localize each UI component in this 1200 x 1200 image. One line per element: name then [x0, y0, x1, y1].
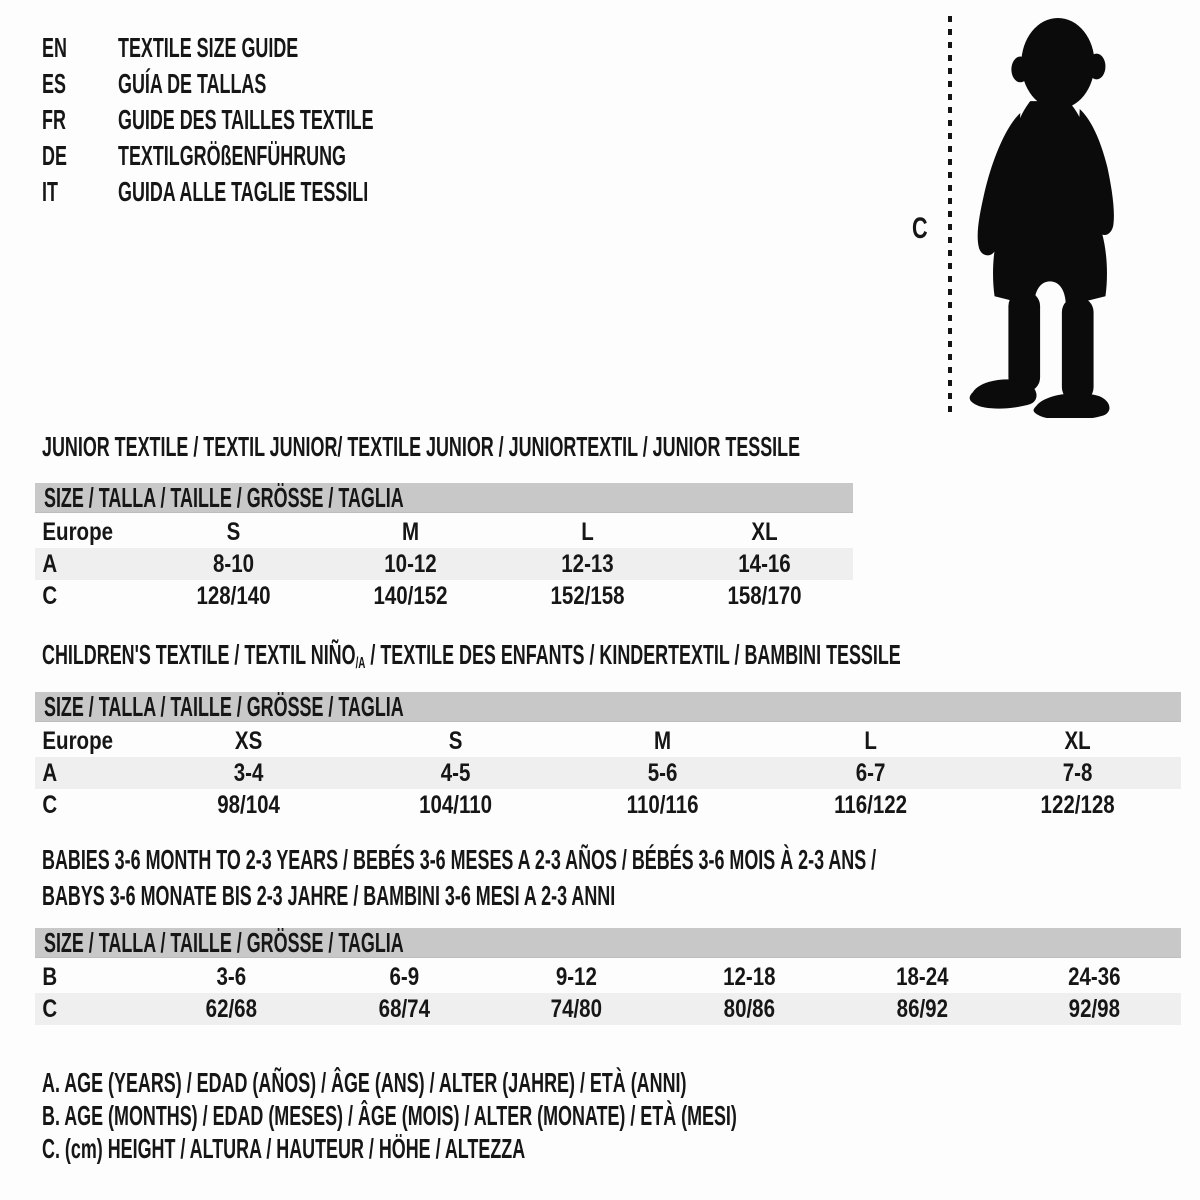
age-cell: 6-7	[855, 759, 886, 787]
height-cell: 152/158	[550, 582, 625, 610]
guide-title-es: GUÍA DE TALLAS	[118, 68, 267, 99]
language-code: DE	[42, 140, 67, 171]
height-cell: 80/86	[723, 995, 775, 1023]
legend-line-b	[42, 1099, 1128, 1132]
language-code: FR	[42, 104, 66, 135]
size-cell: M	[654, 727, 672, 755]
height-cell: 158/170	[727, 582, 802, 610]
size-cell: S	[226, 518, 241, 546]
height-cell: 122/128	[1040, 791, 1115, 819]
language-row-es	[42, 66, 517, 102]
height-cell: 128/140	[196, 582, 271, 610]
row-label-cell: C	[42, 791, 58, 819]
age-cell: 7-8	[1062, 759, 1093, 787]
size-cell: L	[581, 518, 594, 546]
size-cell: XL	[751, 518, 778, 546]
section-title-children: CHILDREN'S TEXTILE / TEXTIL $NIÑO_{/A}$ / TEXTILE DES ENFANTS / KINDERTEXTIL / BAMBINI TESSILE	[42, 639, 901, 672]
size-header-label: SIZE / TALLA / TAILLE / GRÖSSE / TAGLIA	[44, 690, 404, 722]
language-row-en	[42, 30, 517, 66]
title-subscript: /A	[355, 654, 366, 672]
age-cell: 12-18	[723, 963, 776, 991]
guide-title-de: TEXTILGRÖßENFÜHRUNG	[118, 140, 346, 171]
row-label-cell: C	[42, 995, 58, 1023]
row-label-cell: A	[42, 550, 58, 578]
language-row-it	[42, 174, 517, 210]
age-cell: 24-36	[1068, 963, 1121, 991]
legend-text-b: B. AGE (MONTHS) / EDAD (MESES) / ÂGE (MOIS) / ALTER (MONATE) / ETÀ (MESI)	[42, 1099, 737, 1131]
size-cell: L	[863, 727, 877, 755]
language-code: EN	[42, 32, 67, 63]
height-cell: 92/98	[1069, 995, 1121, 1023]
toddler-silhouette-image	[960, 12, 1140, 418]
height-cell: 74/80	[551, 995, 603, 1023]
legend-text-a: A. AGE (YEARS) / EDAD (AÑOS) / ÂGE (ANS) / ALTER (JAHRE) / ETÀ (ANNI)	[42, 1066, 687, 1098]
table-row-europe	[35, 516, 853, 548]
age-cell: 5-6	[648, 759, 678, 787]
babies-size-table	[35, 928, 1181, 1025]
height-cell: 104/110	[419, 791, 493, 819]
measure-legend	[42, 1066, 1128, 1165]
legend-text-c: C. (cm) HEIGHT / ALTURA / HAUTEUR / HÖHE / ALTEZZA	[42, 1132, 526, 1164]
age-cell: 4-5	[440, 759, 471, 787]
size-header-bar	[35, 483, 853, 513]
section-title-babies-line2: BABYS 3-6 MONATE BIS 2-3 JAHRE / BAMBINI 3-6 MESI A 2-3 ANNI	[42, 880, 616, 911]
table-row-europe	[35, 725, 1181, 757]
section-title-babies-line1: BABIES 3-6 MONTH TO 2-3 YEARS / BEBÉS 3-6 MESES A 2-3 AÑOS / BÉBÉS 3-6 MOIS À 2-3 ANS /	[42, 844, 877, 875]
age-cell: 3-6	[216, 963, 247, 991]
height-cell: 140/152	[373, 582, 448, 610]
height-cell: 62/68	[205, 995, 257, 1023]
height-cell: 68/74	[378, 995, 430, 1023]
row-label-cell: C	[42, 582, 58, 610]
language-title-block	[42, 30, 517, 210]
children-size-table	[35, 692, 1181, 821]
guide-title-it: GUIDA ALLE TAGLIE TESSILI	[118, 176, 369, 207]
section-title-junior: JUNIOR TEXTILE / TEXTIL JUNIOR/ TEXTILE JUNIOR / JUNIORTEXTIL / JUNIOR TESSILE	[42, 431, 801, 462]
height-cell: 116/122	[833, 791, 907, 819]
height-measure-label: C	[912, 212, 928, 245]
legend-line-c	[42, 1132, 1128, 1165]
size-header-label: SIZE / TALLA / TAILLE / GRÖSSE / TAGLIA	[44, 926, 404, 958]
row-label-cell: Europe	[42, 727, 114, 755]
row-label-cell: Europe	[42, 518, 114, 546]
age-cell: 10-12	[384, 550, 437, 578]
row-label-cell: A	[42, 759, 58, 787]
size-cell: S	[448, 727, 463, 755]
age-cell: 18-24	[895, 963, 949, 991]
table-row-height-cm	[35, 789, 1181, 821]
height-cell: 110/116	[627, 791, 699, 819]
language-code: IT	[42, 176, 58, 207]
size-cell: XS	[234, 727, 263, 755]
age-cell: 12-13	[561, 550, 614, 578]
size-header-bar	[35, 928, 1181, 958]
guide-title-en: TEXTILE SIZE GUIDE	[118, 32, 299, 63]
table-row-height-cm	[35, 580, 853, 612]
size-cell: M	[401, 518, 420, 546]
language-code: ES	[42, 68, 66, 99]
height-cell: 98/104	[217, 791, 280, 819]
size-header-bar	[35, 692, 1181, 722]
table-row-height-cm	[35, 993, 1181, 1025]
age-cell: 8-10	[212, 550, 255, 578]
age-cell: 6-9	[389, 963, 419, 991]
age-cell: 3-4	[233, 759, 264, 787]
language-row-fr	[42, 102, 517, 138]
height-cell: 86/92	[896, 995, 948, 1023]
row-label-cell: B	[42, 963, 58, 991]
junior-size-table	[35, 483, 853, 612]
guide-title-fr: GUIDE DES TAILLES TEXTILE	[118, 104, 374, 135]
size-cell: XL	[1064, 727, 1091, 755]
table-row-age-years	[35, 548, 853, 580]
table-row-age-months	[35, 961, 1181, 993]
height-measure-dashed-line	[948, 16, 952, 418]
age-cell: 14-16	[738, 550, 791, 578]
table-row-age-years	[35, 757, 1181, 789]
legend-line-a	[42, 1066, 1128, 1099]
size-header-label: SIZE / TALLA / TAILLE / GRÖSSE / TAGLIA	[44, 481, 404, 513]
age-cell: 9-12	[556, 963, 598, 991]
language-row-de	[42, 138, 517, 174]
